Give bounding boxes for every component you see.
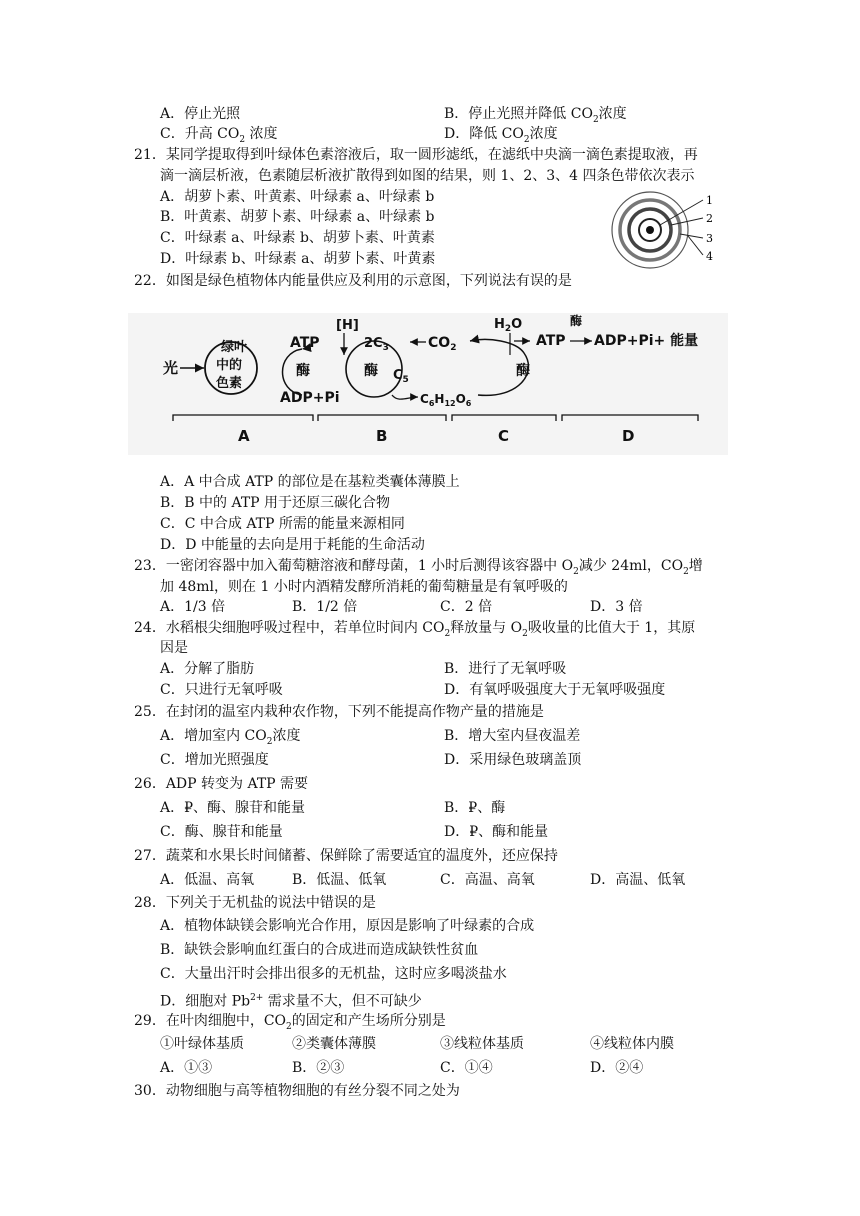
q28-option-a: A．植物体缺镁会影响光合作用，原因是影响了叶绿素的合成	[160, 918, 535, 934]
enzyme-label-4: 酶	[570, 314, 583, 328]
section-d-label: D	[622, 427, 635, 445]
q21-option-c: C．叶绿素 a、叶绿素 b、胡萝卜素、叶黄素	[160, 230, 435, 246]
light-label: 光	[163, 359, 179, 377]
q25-option-a: A．增加室内 $CO_2$浓度	[160, 728, 301, 747]
q26-option-d: D．₽、酶和能量	[444, 824, 549, 840]
c5-label: $C_5$	[393, 368, 409, 385]
q28-option-d: D．细胞对 $Pb^{2+}$ 需求量不大，但不可缺少	[160, 993, 422, 1010]
q28-stem: 28．下列关于无机盐的说法中错误的是	[134, 895, 376, 911]
q23-option-b: B．1/2 倍	[292, 599, 358, 615]
q26-stem: 26．ADP 转变为 ATP 需要	[134, 776, 309, 792]
q24-option-c: C．只进行无氧呼吸	[160, 682, 283, 698]
ring-label-4: 4	[706, 250, 713, 263]
q21-option-b: B．叶黄素、胡萝卜素、叶绿素 a、叶绿素 b	[160, 209, 435, 225]
q26-option-b: B．₽、酶	[444, 800, 506, 816]
q21-option-d: D．叶绿素 b、叶绿素 a、胡萝卜素、叶黄素	[160, 251, 436, 267]
q29-item-4: ④线粒体内膜	[590, 1036, 674, 1052]
h2o-label: $H_2O$	[494, 317, 523, 334]
q27-option-b: B．低温、低氧	[292, 872, 387, 888]
pigment-line3: 色素	[216, 376, 243, 391]
ring-label-3: 3	[706, 232, 713, 245]
q29-option-a: A．①③	[160, 1060, 213, 1076]
q25-option-b: B．增大室内昼夜温差	[444, 728, 581, 744]
atp-label: ATP	[290, 335, 320, 351]
q23-option-c: C．2 倍	[440, 599, 493, 615]
q21-stem-line1: 21．某同学提取得到叶绿体色素溶液后，取一圆形滤纸，在滤纸中央滴一滴色素提取液，再	[134, 147, 698, 163]
q24-option-d: D．有氧呼吸强度大于无氧呼吸强度	[444, 682, 666, 698]
q23-stem-line1: 23．一密闭容器中加入葡萄糖溶液和酵母菌，1 小时后测得该容器中 $O_2$减少 24ml，$CO_2$增	[134, 558, 703, 577]
energy-flow-diagram	[128, 313, 728, 455]
co2-label: $CO_2$	[428, 335, 457, 353]
adp-pi-label: ADP+Pi	[280, 390, 340, 406]
enzyme-label-3: 酶	[516, 363, 530, 379]
q25-option-d: D．采用绿色玻璃盖顶	[444, 752, 582, 768]
q23-stem-line2: 加 48ml，则在 1 小时内酒精发酵所消耗的葡萄糖量是有氧呼吸的	[160, 579, 568, 595]
q29-item-2: ②类囊体薄膜	[292, 1036, 376, 1052]
q25-stem: 25．在封闭的温室内栽种农作物，下列不能提高作物产量的措施是	[134, 704, 544, 720]
atp-label-2: ATP	[536, 333, 566, 349]
h-label: [H]	[336, 318, 359, 333]
enzyme-label-2: 酶	[364, 363, 378, 379]
section-b-label: B	[376, 427, 388, 445]
adp-pi-energy-label: ADP+Pi+ 能量	[594, 333, 699, 349]
c3-label: $2C_3$	[364, 336, 389, 353]
q22-option-a: A．A 中合成 ATP 的部位是在基粒类囊体薄膜上	[160, 474, 460, 490]
q26-option-c: C．酶、腺苷和能量	[160, 824, 283, 840]
ring-label-1: 1	[706, 194, 713, 207]
section-a-label: A	[238, 427, 250, 445]
q23-option-a: A．1/3 倍	[160, 599, 226, 615]
q22-stem: 22．如图是绿色植物体内能量供应及利用的示意图，下列说法有误的是	[134, 273, 572, 289]
q27-option-d: D．高温、低氧	[590, 872, 686, 888]
q21-stem-line2: 滴一滴层析液，色素随层析液扩散得到如图的结果，则 1、2、3、4 四条色带依次表示	[160, 168, 695, 184]
q29-item-3: ③线粒体基质	[440, 1036, 524, 1052]
q23-option-d: D．3 倍	[590, 599, 643, 615]
q20-option-a: A．停止光照	[160, 106, 241, 122]
q22-option-b: B．B 中的 ATP 用于还原三碳化合物	[160, 495, 391, 511]
chromatography-rings-figure	[600, 188, 720, 270]
q28-option-c: C．大量出汗时会排出很多的无机盐，这时应多喝淡盐水	[160, 966, 507, 982]
q20-option-b: B．停止光照并降低 $CO_2$浓度	[444, 106, 627, 125]
q29-option-d: D．②④	[590, 1060, 644, 1076]
q20-option-d: D．降低 $CO_2$浓度	[444, 126, 558, 145]
q29-item-1: ①叶绿体基质	[160, 1036, 244, 1052]
q28-option-b: B．缺铁会影响血红蛋白的合成进而造成缺铁性贫血	[160, 942, 479, 958]
q25-option-c: C．增加光照强度	[160, 752, 269, 768]
q27-stem: 27．蔬菜和水果长时间储蓄、保鲜除了需要适宜的温度外，还应保持	[134, 848, 558, 864]
q24-stem-line2: 因是	[160, 640, 188, 656]
q24-option-b: B．进行了无氧呼吸	[444, 661, 567, 677]
q27-option-a: A．低温、高氧	[160, 872, 255, 888]
q20-option-c: C．升高 $CO_2$ 浓度	[160, 126, 278, 145]
pigment-line1: 绿叶	[221, 340, 248, 355]
pigment-line2: 中的	[216, 358, 243, 373]
q24-stem-line1: 24．水稻根尖细胞呼吸过程中，若单位时间内 $CO_2$释放量与 $O_2$吸收量的比值大于 1，其原	[134, 620, 696, 639]
q22-option-c: C．C 中合成 ATP 所需的能量来源相同	[160, 516, 405, 532]
glucose-label: $C_6H_{12}O_6$	[420, 392, 472, 408]
q27-option-c: C．高温、高氧	[440, 872, 535, 888]
q22-option-d: D．D 中能量的去向是用于耗能的生命活动	[160, 537, 425, 553]
ring-label-2: 2	[706, 212, 713, 225]
q29-option-c: C．①④	[440, 1060, 493, 1076]
q24-option-a: A．分解了脂肪	[160, 661, 255, 677]
section-c-label: C	[498, 427, 510, 445]
q30-stem: 30．动物细胞与高等植物细胞的有丝分裂不同之处为	[134, 1083, 460, 1099]
q21-option-a: A．胡萝卜素、叶黄素、叶绿素 a、叶绿素 b	[160, 189, 435, 205]
q26-option-a: A．₽、酶、腺苷和能量	[160, 800, 306, 816]
enzyme-label-1: 酶	[296, 363, 310, 379]
q29-stem: 29．在叶肉细胞中，$CO_2$的固定和产生场所分别是	[134, 1013, 446, 1032]
q29-option-b: B．②③	[292, 1060, 345, 1076]
